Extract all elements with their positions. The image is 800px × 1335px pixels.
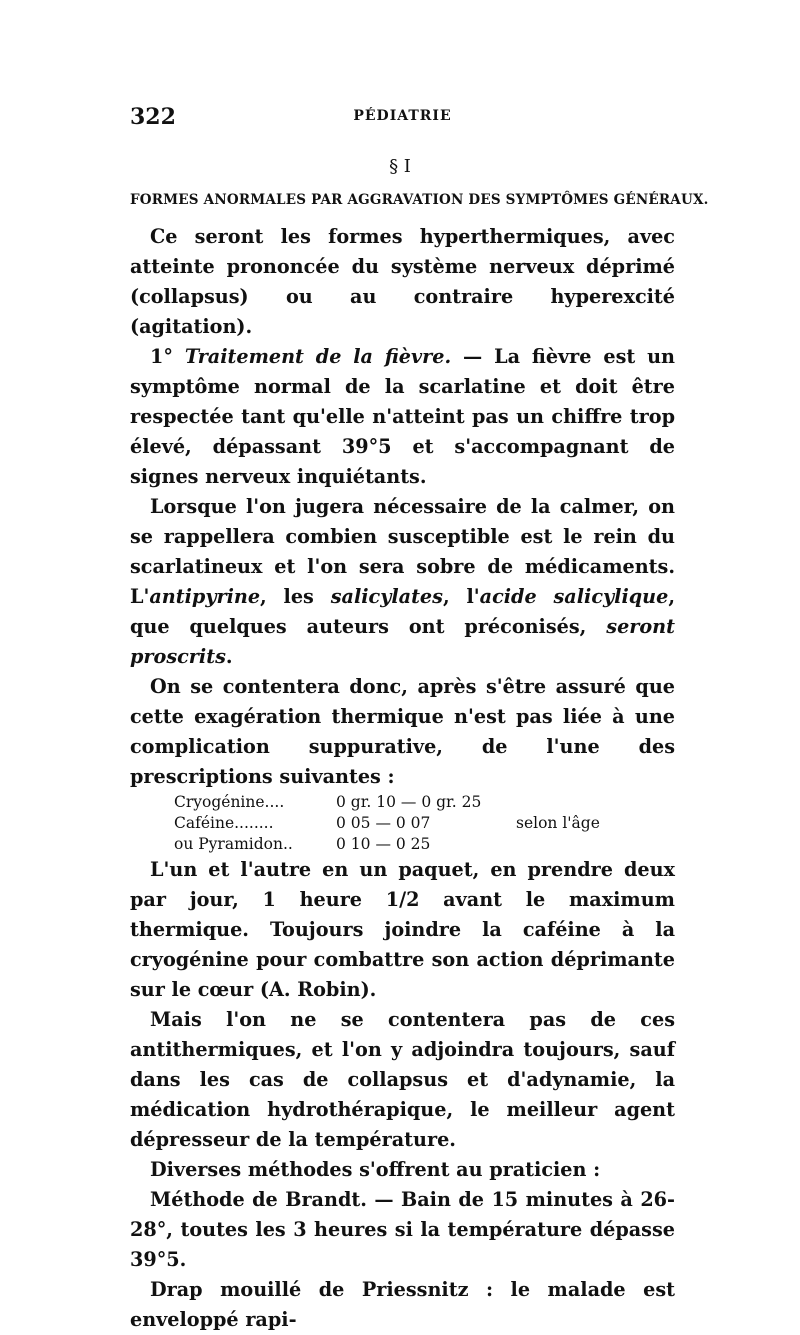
italic-term: salicylates <box>330 585 443 608</box>
subsection-title: Traitement de la fièvre. <box>184 345 452 368</box>
paragraph: Diverses méthodes s'offrent au praticien : <box>150 1158 601 1181</box>
paragraph: Méthode de Brandt. — Bain de 15 minutes à 26-28°, toutes les 3 heures si la température dépasse 39°5. <box>130 1188 675 1271</box>
paragraph <box>130 492 675 672</box>
drug-name: Caféine........ <box>174 814 274 832</box>
paragraph: Mais l'on ne se contentera pas de ces antithermiques, et l'on y adjoindra toujours, sauf dans les cas de collapsus et d'adynamie, la médication hydrothérapique, le meilleur agent dépresseur de la température. <box>130 1008 675 1151</box>
text-run: Lorsque l'on jugera nécessaire de la calmer, on se rappellera combien susceptible est le rein du scarlatineux et l'on sera sobre de médicaments. L' <box>130 495 675 608</box>
paragraph: L'un et l'autre en un paquet, en prendre deux par jour, 1 heure 1/2 avant le maximum thermique. Toujours joindre la caféine à la cryogénine pour combattre son action déprimante sur le cœur (A. Robin). <box>130 858 675 1001</box>
page-header <box>130 104 675 134</box>
drug-dose: 0 05 — 0 07 <box>336 814 431 832</box>
paragraph <box>130 342 675 492</box>
drug-dose: 0 gr. 10 — 0 gr. 25 <box>336 793 482 811</box>
prescription-list <box>174 792 675 855</box>
drug-dose: 0 10 — 0 25 <box>336 835 431 853</box>
section-title: FORMES ANORMALES PAR AGGRAVATION DES SYMPTÔMES GÉNÉRAUX. <box>130 192 709 208</box>
prescription-row <box>174 813 675 834</box>
drug-note <box>516 792 666 813</box>
section-mark: § I <box>389 156 411 177</box>
italic-term: acide salicylique <box>479 585 669 608</box>
italic-term: antipyrine <box>149 585 261 608</box>
page-number: 322 <box>130 104 176 130</box>
prescription-row <box>174 792 675 813</box>
prescription-row <box>174 834 675 855</box>
italic-term: seront proscrits <box>130 615 675 668</box>
running-head: PÉDIATRIE <box>353 108 452 124</box>
drug-name: ou Pyramidon.. <box>174 835 293 853</box>
item-number: 1° <box>150 345 185 368</box>
text-run: . <box>225 645 233 668</box>
paragraph: Ce seront les formes hyperthermiques, avec atteinte prononcée du système nerveux déprimé (collapsus) ou au contraire hyperexcité (agitation). <box>130 225 675 338</box>
paragraph: On se contentera donc, après s'être assuré que cette exagération thermique n'est pas liée à une complication suppurative, de l'une des prescriptions suivantes : <box>130 675 675 788</box>
body-text <box>130 222 675 1335</box>
text-run: , les <box>260 585 331 608</box>
text-run: , que quelques auteurs ont préconisés, <box>130 585 675 638</box>
drug-note: selon l'âge <box>516 814 600 832</box>
paragraph-text: — La fièvre est un symptôme normal de la scarlatine et doit être respectée tant qu'elle n'atteint pas un chiffre trop élevé, dépassant 39°5 et s'accompagnant de signes nerveux inquiétants. <box>130 345 676 488</box>
drug-name: Cryogénine.... <box>174 793 285 811</box>
drug-note <box>516 834 666 855</box>
text-run: , l' <box>442 585 480 608</box>
paragraph: Drap mouillé de Priessnitz : le malade est enveloppé rapi- <box>130 1278 675 1331</box>
